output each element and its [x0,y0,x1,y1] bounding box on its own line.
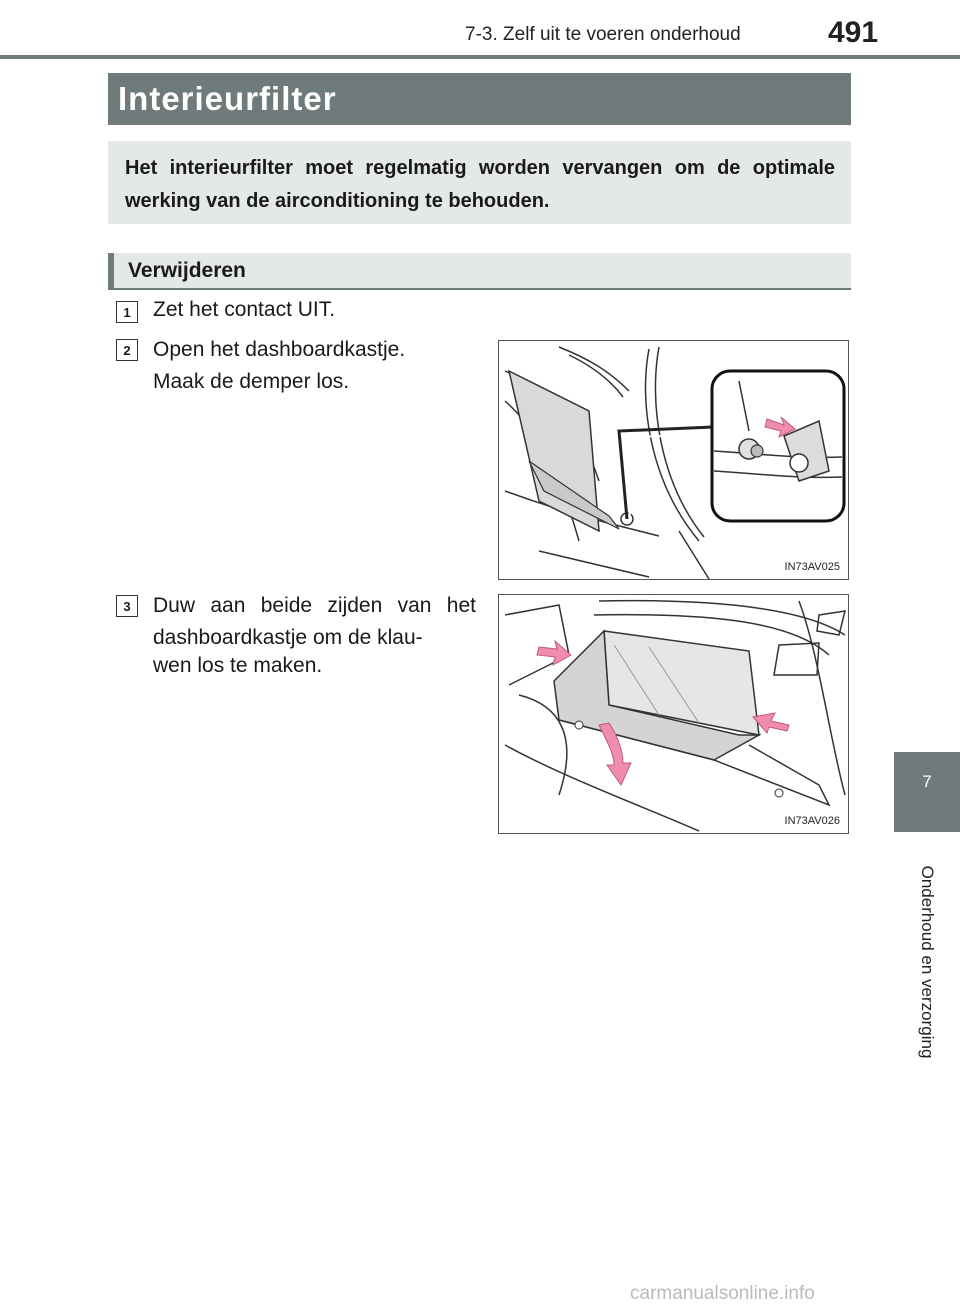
step-3-line-2: wen los te maken. [153,654,323,677]
figure-2-code: IN73AV026 [784,815,840,827]
step-3-number: 3 [116,595,138,617]
glovebox-illustration [499,595,848,833]
chapter-number: 7 [922,772,932,791]
step-2-line-2: Maak de demper los. [153,370,350,393]
figure-glovebox [498,594,849,834]
chapter-label-container [912,842,942,1082]
page-title: Interieurfilter [118,80,337,117]
intro-text: Het interieurfilter moet regelmatig worden vervangen om de optimale werking van de airconditioning te behouden. [125,157,835,212]
figure-damper [498,340,849,580]
step-2-line-1: Open het dashboardkastje. [153,338,406,361]
step-1-number: 1 [116,301,138,323]
header-rule [0,55,960,59]
subheading: Verwijderen [128,259,246,282]
watermark: carmanualsonline.info [630,1283,815,1304]
chapter-label: Onderhoud en verzorging [918,865,937,1059]
header-section-title: 7-3. Zelf uit te voeren onderhoud [465,24,741,45]
figure-1-code: IN73AV025 [784,561,840,573]
chapter-tab [894,752,960,832]
damper-illustration [499,341,848,579]
page-number: 491 [828,16,879,49]
step-3-line-1: Duw aan beide zijden van het dashboardkastje om de klau- [153,594,476,649]
step-1-text: Zet het contact UIT. [153,298,336,321]
subheading-accent [108,253,114,288]
step-2-number: 2 [116,339,138,361]
